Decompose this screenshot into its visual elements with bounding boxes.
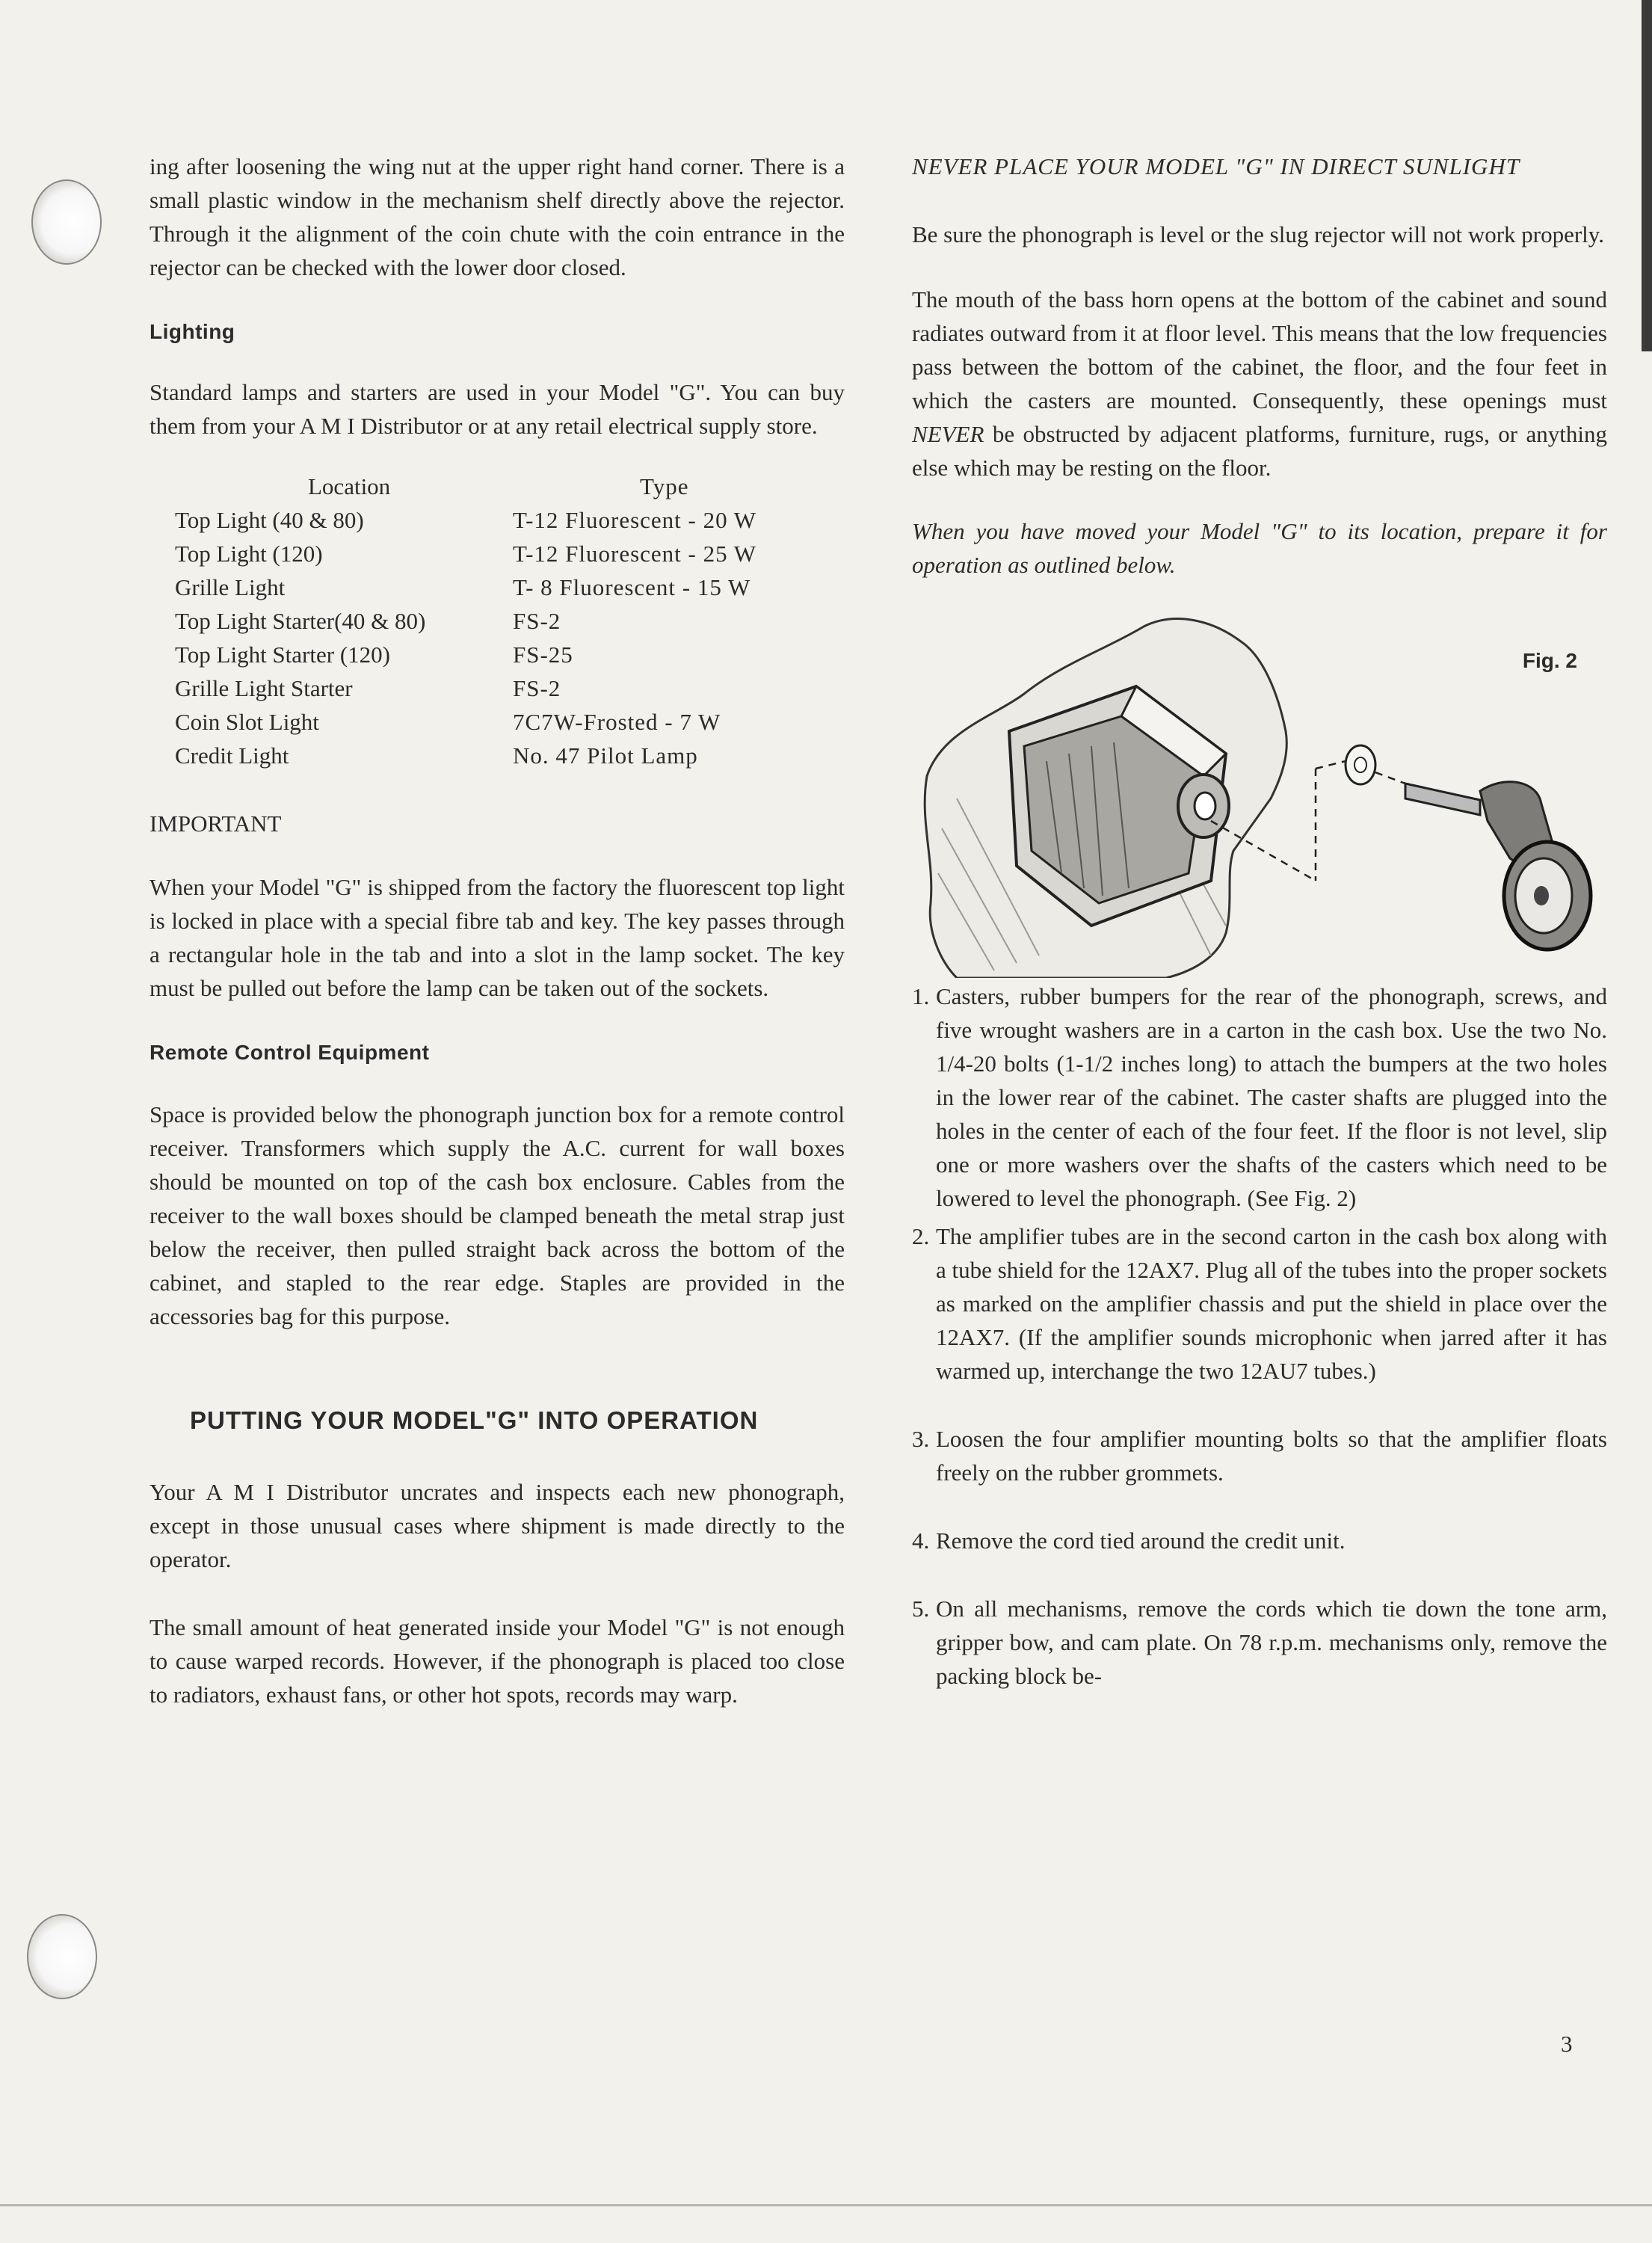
list-item [912, 979, 1607, 1215]
never-emphasis: NEVER [912, 421, 984, 447]
step-number: 5. [912, 1596, 930, 1622]
lamp-type: FS-25 [513, 641, 573, 668]
operation-section-title: PUTTING YOUR MODEL"G" INTO OPERATION [190, 1406, 759, 1434]
table-row [175, 739, 845, 772]
step-number: 1. [912, 983, 930, 1009]
location-column-header: Location [308, 473, 391, 499]
bass-horn-paragraph [912, 283, 1607, 484]
binder-hole-bottom [27, 1914, 97, 1999]
lamp-location: Grille Light [175, 574, 286, 600]
lamp-location: Grille Light Starter [175, 675, 353, 701]
table-row [175, 503, 845, 537]
step-text: Casters, rubber bumpers for the rear of the phonograph, screws, and five wrought washers are in a carton in the cash box. Use the two No. 1/4-20 bolts (1-1/2 inches long) to attach the bumpers at the two holes in the lower rear of the cabinet. The caster shafts are plugged into the holes in the center of each of the four feet. If the floor is not level, slip one or more washers over the shafts of the casters which need to be lowered to level the phonograph. (See Fig. 2) [936, 983, 1607, 1211]
wheel-axle [1534, 886, 1549, 905]
lamp-location: Top Light (40 & 80) [175, 507, 364, 533]
step-number: 3. [912, 1426, 930, 1452]
intro-paragraph: ing after loosening the wing nut at the upper right hand corner. There is a small plastic window in the mechanism shelf directly above the rejector. Through it the alignment of the coin chute with the coin entrance in the rejector can be checked with the lower door closed. [150, 153, 845, 280]
step-text: Remove the cord tied around the credit unit. [936, 1527, 1346, 1554]
operation-steps [912, 979, 1607, 1693]
table-row [175, 604, 845, 638]
remote-control-heading: Remote Control Equipment [150, 1041, 430, 1064]
table-row [175, 537, 845, 570]
table-row [175, 671, 845, 705]
lamp-location: Top Light Starter(40 & 80) [175, 608, 426, 634]
bass-horn-text-start: The mouth of the bass horn opens at the bottom of the cabinet and sound radiates outward from it at floor level. This means that the low frequencies pass between the bottom of the cabinet, the floor, and the four feet in which the casters are mounted. Consequently, these openings must [912, 286, 1607, 413]
important-paragraph: When your Model "G" is shipped from the factory the fluorescent top light is locked in place with a special fibre tab and key. The key passes through a rectangular hole in the tab and into a slot in the lamp socket. The key must be pulled out before the lamp can be taken out of the sockets. [150, 874, 845, 1001]
lamp-table-header [175, 470, 845, 503]
lamp-location: Credit Light [175, 742, 289, 769]
lamp-type: T- 8 Fluorescent - 15 W [513, 574, 751, 600]
step-text: Loosen the four amplifier mounting bolts so that the amplifier floats freely on the rubber grommets. [936, 1426, 1607, 1486]
operation-paragraph-2: The small amount of heat generated inside your Model "G" is not enough to cause warped records. However, if the phonograph is placed too close to radiators, exhaust fans, or other hot spots, records may warp. [150, 1614, 845, 1708]
lighting-paragraph: Standard lamps and starters are used in your Model "G". You can buy them from your A M I Distributor or at any retail electrical supply store. [150, 379, 845, 439]
step-number: 2. [912, 1223, 930, 1249]
page-number: 3 [1561, 2031, 1573, 2057]
binder-hole-top [31, 179, 102, 265]
right-column [912, 150, 1607, 1693]
lamp-type: 7C7W-Frosted - 7 W [513, 709, 721, 735]
lamp-type: T-12 Fluorescent - 25 W [513, 541, 757, 567]
caster-illustration [912, 604, 1607, 978]
step-text: The amplifier tubes are in the second carton in the cash box along with a tube shield for the 12AX7. Plug all of the tubes into the proper sockets as marked on the amplifier chassis and put the shield in place over the 12AX7. (If the amplifier sounds microphonic when jarred after it has warmed up, interchange the two 12AU7 tubes.) [936, 1223, 1607, 1384]
lamp-type: T-12 Fluorescent - 20 W [513, 507, 757, 533]
important-heading: IMPORTANT [150, 810, 282, 837]
lamp-location: Top Light (120) [175, 541, 323, 567]
table-row [175, 705, 845, 739]
socket-hole [1195, 793, 1215, 819]
lamp-type: FS-2 [513, 608, 561, 634]
bass-horn-text-end: be obstructed by adjacent platforms, furniture, rugs, or anything else which may be resting on the floor. [912, 421, 1607, 481]
table-row [175, 570, 845, 604]
figure-label: Fig. 2 [1522, 649, 1577, 672]
list-item [912, 1219, 1607, 1388]
lamp-location: Top Light Starter (120) [175, 641, 390, 668]
list-item [912, 1422, 1607, 1489]
list-item [912, 1524, 1607, 1557]
page-bottom-edge [0, 2204, 1652, 2206]
list-item [912, 1592, 1607, 1693]
lamp-location: Coin Slot Light [175, 709, 319, 735]
lighting-heading: Lighting [150, 320, 235, 343]
lamp-type: FS-2 [513, 675, 561, 701]
type-column-header: Type [640, 473, 689, 499]
step-text: On all mechanisms, remove the cords which tie down the tone arm, gripper bow, and cam plate. On 78 r.p.m. mechanisms only, remove the packing block be- [936, 1596, 1607, 1689]
lamp-table [175, 470, 845, 772]
level-paragraph: Be sure the phonograph is level or the slug rejector will not work properly. [912, 221, 1605, 247]
figure-caster-assembly [912, 604, 1607, 978]
table-row [175, 638, 845, 671]
sunlight-warning: NEVER PLACE YOUR MODEL "G" IN DIRECT SUNLIGHT [912, 153, 1520, 179]
left-column [150, 150, 845, 1711]
lamp-type: No. 47 Pilot Lamp [513, 742, 698, 769]
remote-control-paragraph: Space is provided below the phonograph junction box for a remote control receiver. Transformers which supply the A.C. current for wall boxes should be mounted on top of the cash box enclosure. Cables from the receiver to the wall boxes should be clamped beneath the metal strap just below the receiver, then pulled straight back across the bottom of the cabinet, and stapled to the rear edge. Staples are provided in the accessories bag for this purpose. [150, 1101, 845, 1329]
washer-hole [1354, 757, 1366, 772]
caster-shaft [1405, 784, 1480, 815]
operation-paragraph-1: Your A M I Distributor uncrates and inspects each new phonograph, except in those unusual cases where shipment is made directly to the operator. [150, 1479, 845, 1572]
page-edge-shadow [1642, 0, 1652, 351]
moved-location-note: When you have moved your Model "G" to its location, prepare it for operation as outlined below. [912, 518, 1607, 578]
step-number: 4. [912, 1527, 930, 1554]
